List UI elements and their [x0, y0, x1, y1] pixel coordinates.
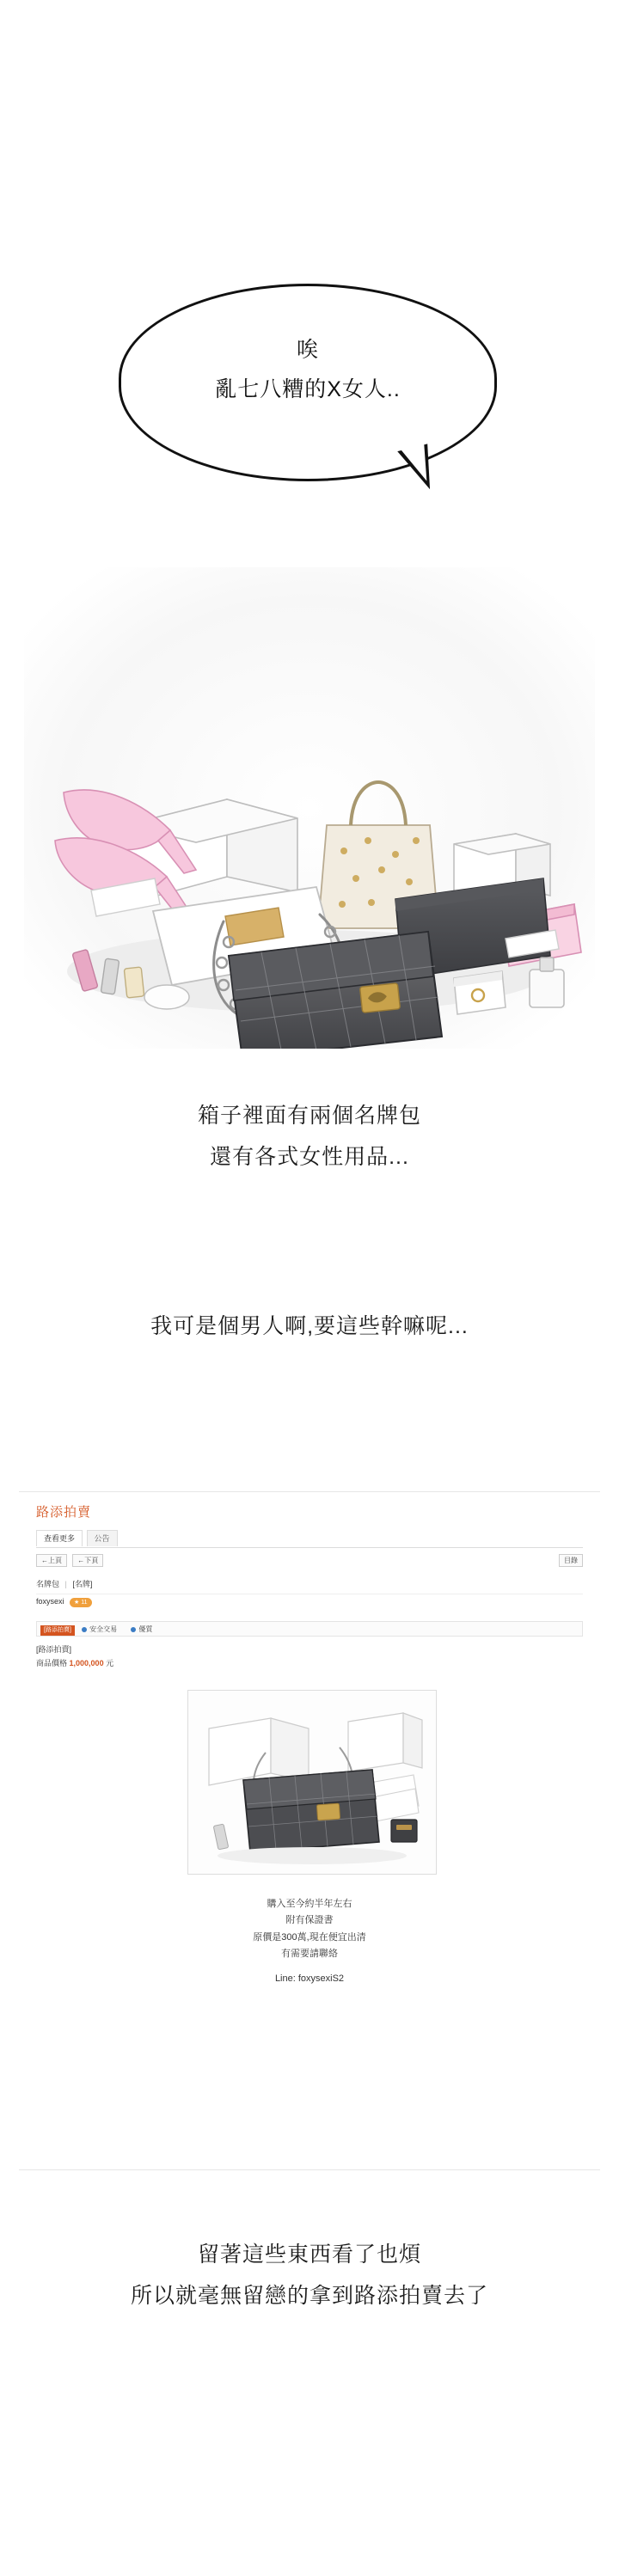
narration-block-1	[0, 1096, 619, 1178]
check-icon	[82, 1627, 87, 1632]
auction-tag-row	[36, 1621, 583, 1637]
desc-line-4: 有需要請聯絡	[281, 1948, 338, 1959]
seller-info[interactable]	[36, 1597, 92, 1607]
price-value: 1,000,000	[69, 1659, 104, 1667]
desc-line-2: 附有保證書	[285, 1915, 334, 1926]
narration-3-line-2: 所以就毫無留戀的拿到路添拍賣去了	[130, 2283, 488, 2308]
speech-bubble	[119, 284, 497, 499]
desc-line-1: 購入至今約半年左右	[267, 1899, 352, 1909]
luxury-goods-illustration	[24, 567, 595, 1049]
tag-safe-trade: 安全交易	[82, 1625, 117, 1633]
narration-1-line-2: 還有各式女性用品...	[210, 1144, 409, 1169]
narration-3-line-1: 留著這些東西看了也煩	[197, 2243, 421, 2267]
prev-page-button[interactable]: ←上頁	[36, 1554, 67, 1567]
next-page-button[interactable]: ←下頁	[72, 1554, 103, 1567]
price-unit: 元	[106, 1659, 114, 1667]
price-label: 商品價格	[36, 1659, 68, 1667]
auction-tab-bar	[36, 1530, 583, 1548]
auction-toolbar	[36, 1554, 583, 1568]
catalog-button[interactable]: 目錄	[559, 1554, 583, 1567]
speech-bubble-line-1: 唉	[296, 338, 319, 362]
breadcrumb	[36, 1578, 583, 1594]
auction-page-screenshot	[19, 1491, 600, 2170]
item-title: [路添拍賣]	[36, 1645, 72, 1654]
speech-bubble-line-2: 亂七八糟的X女人..	[215, 377, 401, 402]
breadcrumb-item-0[interactable]: 名牌包	[36, 1580, 60, 1588]
tab-view-more[interactable]: 查看更多	[36, 1530, 83, 1546]
narration-block-2	[0, 1306, 619, 1348]
listing-description	[19, 1896, 600, 1962]
speech-bubble-text	[119, 330, 497, 410]
breadcrumb-separator: |	[64, 1580, 67, 1588]
auction-brand-logo: 路添拍賣	[36, 1505, 92, 1520]
seller-contact-line: Line: foxysexiS2	[274, 1973, 345, 1984]
price-row	[36, 1657, 113, 1668]
tab-announcement[interactable]: 公告	[87, 1530, 118, 1546]
narration-1-line-1: 箱子裡面有兩個名牌包	[197, 1104, 421, 1128]
seller-name: foxysexi	[36, 1597, 64, 1606]
star-icon	[131, 1627, 136, 1632]
desc-line-3: 原價是300萬,現在便宜出清	[253, 1931, 366, 1943]
auction-flag-badge: [路添拍賣]	[40, 1625, 75, 1636]
tag-premium: 優質	[131, 1625, 152, 1633]
narration-2-line-1: 我可是個男人啊,要這些幹嘛呢...	[150, 1314, 469, 1338]
seller-rating-badge: ★ 11	[70, 1598, 92, 1607]
narration-block-3	[0, 2235, 619, 2316]
breadcrumb-item-1[interactable]: [名牌]	[72, 1580, 93, 1588]
listing-photo[interactable]	[187, 1690, 437, 1875]
